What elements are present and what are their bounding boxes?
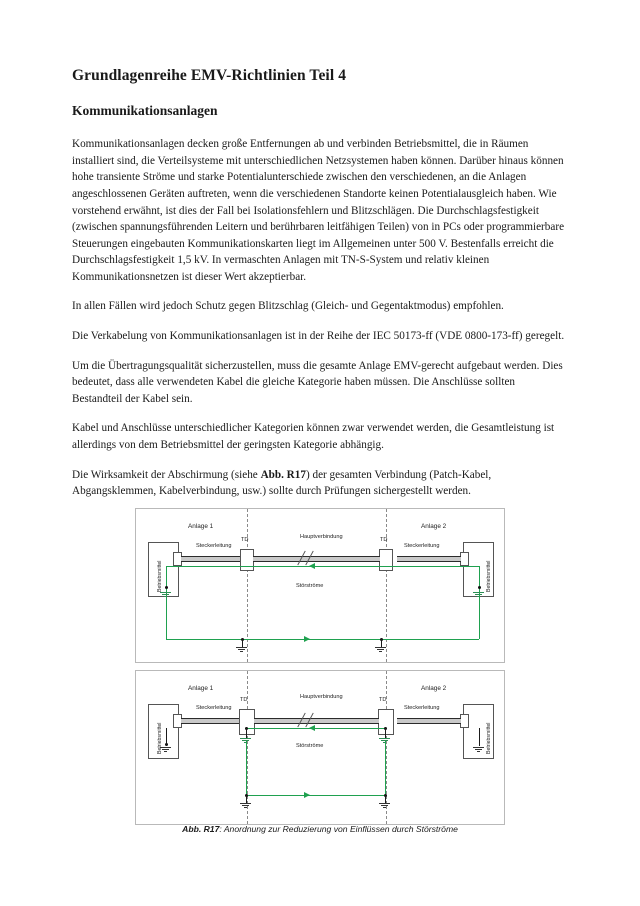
figure-caption-label: Abb. R17 — [182, 824, 220, 834]
equipment-box-left — [148, 542, 179, 597]
earth-electrode-right — [379, 803, 390, 810]
ground-symbol-right — [473, 592, 484, 599]
paragraph-3: Die Verkabelung von Kommunikationsanlagen ist in der Reihe der IEC 50173-ff (VDE 0800-173-ff) geregelt. — [72, 330, 565, 343]
td-earth-stem-right — [385, 728, 386, 738]
earth-stem-right — [385, 795, 386, 803]
label-anlage-right: Anlage 2 — [421, 685, 447, 692]
label-anlage-right: Anlage 2 — [421, 523, 447, 530]
patch-cable-right — [397, 556, 461, 562]
earth-bus — [166, 639, 479, 640]
patch-cable-right — [397, 718, 461, 724]
label-steckerleitung-right: Steckerleitung — [404, 705, 440, 711]
label-td-right: TD — [379, 697, 387, 703]
td-box-right — [378, 709, 394, 735]
document-body — [72, 66, 566, 513]
equipment-earth-stem-left — [166, 728, 167, 746]
current-arrow-lower — [304, 636, 310, 642]
paragraph-6-before: Die Wirksamkeit der Abschirmung (siehe — [72, 468, 261, 481]
td-box-right — [379, 549, 393, 571]
label-equipment-right: Betriebsmittel — [486, 722, 492, 754]
equipment-ground-left — [160, 747, 171, 754]
paragraph-5: Kabel und Anschlüsse unterschiedlicher Kategorien können zwar verwendet werden, die Gesamtleistung ist allerdings von dem Betriebsmittel der geringsten Kategorie abhängig. — [72, 422, 555, 451]
current-path-left-vertical — [246, 741, 247, 795]
earth-stem-left — [242, 639, 243, 647]
paragraph-1: Kommunikationsanlagen decken große Entfernungen ab und verbinden Betriebsmittel, die in Räumen installiert sind, die Verteilsysteme mit unterschiedlichen Netzsystemen haben können. Darüber hinaus können hohe transiente Ströme und starke Potentialunterschiede zwischen den verschiedenen, an die Anlagen angeschlossenen Geräten auftreten, wenn die verschiedenen Standorte keinen Potentialausgleich haben. Wie vorstehend erwähnt, ist dies der Fall bei Isolationsfehlern und Blitzschlägen. Die Durchschlagsfestigkeit (zwischen spannungsführenden Leitern und berührbaren leitfähigen Teilen) von in PCs oder programmierbare Steuerungen eingebauten Kommunikationskarten liegt im Allgemeinen unter 500 V. Bestenfalls erreicht die Durchschlagsfestigkeit 1,5 kV. In vermaschten Anlagen mit TN-S-System und relativ kleinen Kommunikationsnetzen ist dieser Wert akzeptierbar. — [72, 138, 565, 283]
current-path-upper — [166, 566, 479, 567]
td-box-left — [239, 709, 255, 735]
figure-caption — [0, 824, 640, 834]
page-title: Grundlagenreihe EMV-Richtlinien Teil 4 — [72, 67, 347, 84]
label-steckerleitung-right: Steckerleitung — [404, 543, 440, 549]
label-anlage-left: Anlage 1 — [188, 685, 214, 692]
figure-caption-text: : Anordnung zur Reduzierung von Einflüssen durch Störströme — [219, 824, 458, 834]
earth-stem-right — [381, 639, 382, 647]
current-path-upper — [246, 728, 386, 729]
earth-electrode-left — [236, 647, 247, 654]
earth-electrode-left — [240, 803, 251, 810]
boundary-line-left — [247, 671, 248, 824]
current-arrow-upper — [309, 725, 315, 731]
label-equipment-left: Betriebsmittel — [157, 560, 163, 592]
td-box-left — [240, 549, 254, 571]
main-link-cable — [253, 556, 380, 562]
current-path-right-vertical — [479, 566, 480, 639]
current-path-left-vertical — [166, 566, 167, 639]
td-earth-stem-left — [246, 728, 247, 738]
label-equipment-right: Betriebsmittel — [486, 560, 492, 592]
patch-cable-left — [181, 556, 245, 562]
equipment-ground-right — [473, 747, 484, 754]
paragraph-4: Um die Übertragungsqualität sicherzustellen, muss die gesamte Anlage EMV-gerecht aufgebaut werden. Dies bedeutet, dass alle verwendeten Kabel die gleiche Kategorie haben müssen. Die Anschlüsse sollten Bestandteil der Kabel sein. — [72, 359, 563, 405]
patch-cable-left — [181, 718, 245, 724]
label-td-left: TD — [241, 537, 249, 543]
label-hauptverbindung: Hauptverbindung — [300, 694, 343, 700]
label-steckerleitung-left: Steckerleitung — [196, 543, 232, 549]
label-equipment-left: Betriebsmittel — [157, 722, 163, 754]
label-steckerleitung-left: Steckerleitung — [196, 705, 232, 711]
current-arrow-upper — [309, 563, 315, 569]
junction-dot-left — [165, 586, 168, 589]
label-stoerstroeme: Störströme — [296, 583, 324, 589]
connector-right — [460, 714, 469, 728]
label-td-right: TD — [380, 537, 388, 543]
section-heading: Kommunikationsanlagen — [72, 103, 218, 119]
earth-electrode-right — [375, 647, 386, 654]
paragraph-6 — [72, 467, 566, 500]
diagram-bottom — [135, 670, 505, 825]
paragraph-2: In allen Fällen wird jedoch Schutz gegen Blitzschlag (Gleich- und Gegentaktmodus) empfohlen. — [72, 300, 504, 313]
current-arrow-lower — [304, 792, 310, 798]
ground-symbol-left — [160, 592, 171, 599]
diagram-top — [135, 508, 505, 663]
connector-right — [460, 552, 469, 566]
boundary-line-right — [386, 671, 387, 824]
paragraph-6-after: ) der gesamten Verbindung (Patch-Kabel, Abgangsklemmen, Kabelverbindung, usw.) sollte durch Prüfungen sichergestellt werden. — [72, 468, 492, 498]
earth-bus — [246, 795, 385, 796]
earth-stem-left — [246, 795, 247, 803]
label-hauptverbindung: Hauptverbindung — [300, 534, 343, 540]
equipment-earth-stem-right — [479, 728, 480, 746]
figure-reference: Abb. R17 — [260, 468, 306, 481]
main-link-cable — [254, 718, 379, 724]
figure-r17 — [0, 508, 640, 825]
diagram-block — [135, 508, 505, 825]
label-stoerstroeme: Störströme — [296, 743, 324, 749]
label-td-left: TD — [240, 697, 248, 703]
current-path-right-vertical — [385, 741, 386, 795]
label-anlage-left: Anlage 1 — [188, 523, 214, 530]
junction-dot-right — [478, 586, 481, 589]
